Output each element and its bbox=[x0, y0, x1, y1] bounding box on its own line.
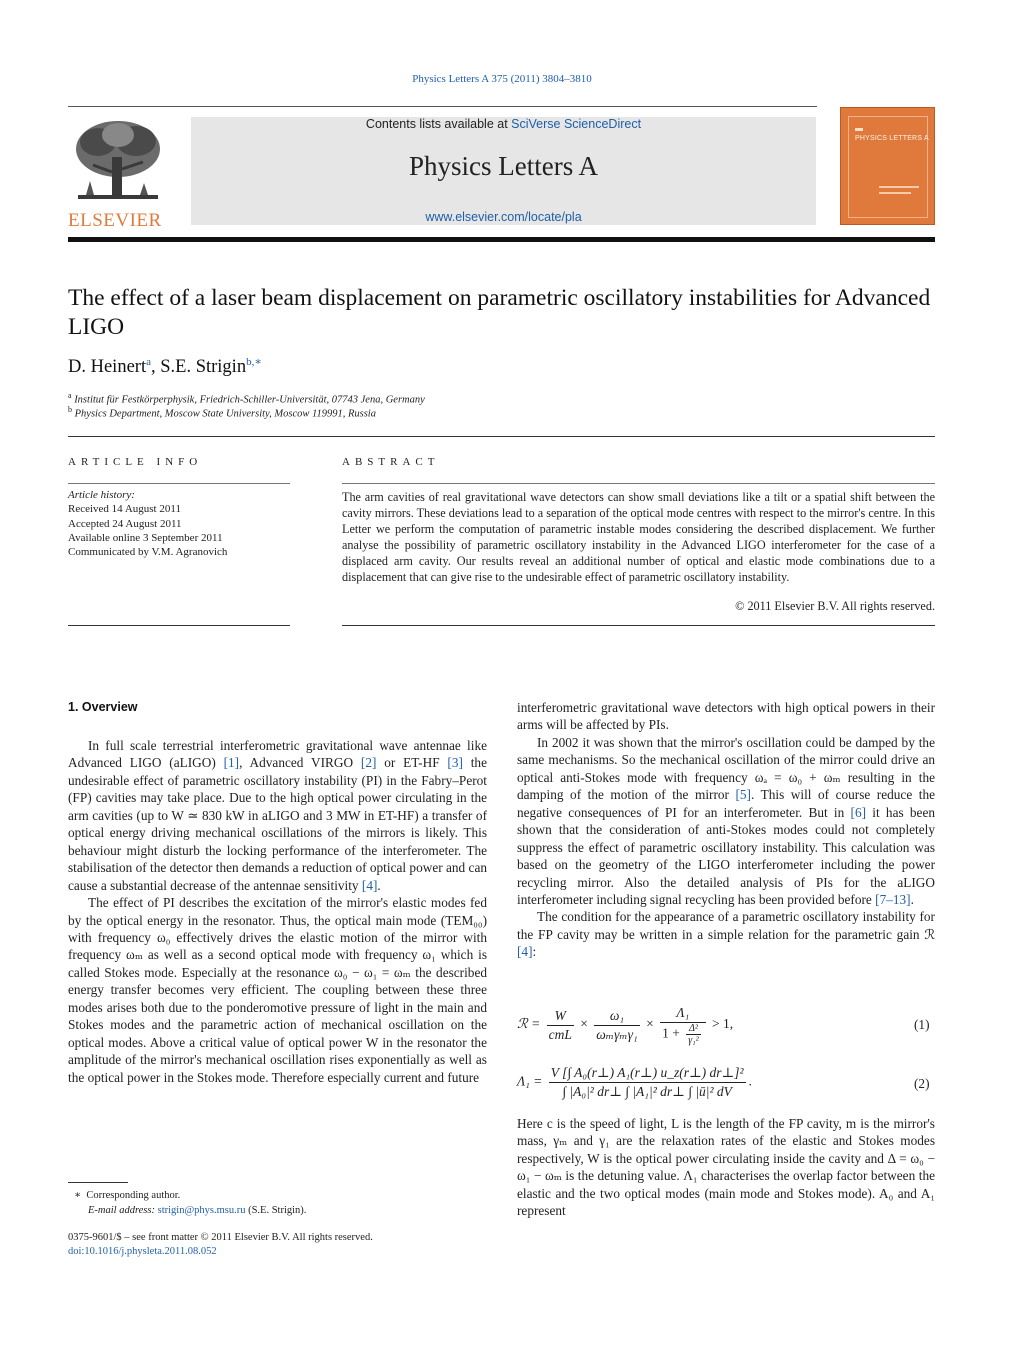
eq-term: > 1, bbox=[712, 1016, 734, 1032]
author-list bbox=[68, 355, 262, 378]
section-heading: 1. Overview bbox=[68, 700, 138, 714]
journal-title: Physics Letters A bbox=[409, 151, 598, 181]
affiliation-marker[interactable]: a bbox=[146, 356, 151, 368]
eq-denominator: ωₘγₘγ₁ bbox=[596, 1026, 638, 1042]
reference-link[interactable]: [3] bbox=[447, 755, 463, 771]
text-run: . This will of course reduce the negative consequences of PI for an interferometer. But in bbox=[517, 787, 935, 820]
communicated-by: Communicated by V.M. Agranovich bbox=[68, 546, 228, 559]
equation-1 bbox=[517, 1004, 733, 1046]
paragraph bbox=[68, 737, 487, 894]
affiliation-label: b bbox=[68, 405, 72, 414]
text-run: . bbox=[910, 891, 914, 907]
corresponding-author-note bbox=[74, 1189, 180, 1201]
author-separator: , bbox=[150, 357, 161, 378]
equation-number: (1) bbox=[914, 1017, 930, 1032]
journal-citation[interactable]: Physics Letters A 375 (2011) 3804–3810 bbox=[412, 73, 592, 85]
equation-2 bbox=[517, 1064, 752, 1101]
eq-term: 1 + bbox=[662, 1025, 680, 1041]
abstract-copyright: © 2011 Elsevier B.V. All rights reserved. bbox=[735, 599, 935, 613]
eq-denominator: cmL bbox=[548, 1026, 572, 1042]
eq-operator: × bbox=[646, 1016, 654, 1032]
affiliation-text: Institut für Festkörperphysik, Friedrich-Schiller-Universität, 07743 Jena, Germany bbox=[74, 394, 425, 406]
eq-denominator bbox=[660, 1023, 706, 1046]
eq-term: ℛ = bbox=[517, 1016, 541, 1032]
online-date: Available online 3 September 2011 bbox=[68, 531, 223, 544]
article-info-heading: ARTICLE INFO bbox=[68, 456, 203, 468]
cover-title: PHYSICS LETTERS A bbox=[855, 135, 929, 142]
history-label: Article history: bbox=[68, 489, 135, 501]
elsevier-logo[interactable] bbox=[68, 117, 168, 231]
reference-link[interactable]: [1] bbox=[223, 755, 240, 771]
text-run: , Advanced VIRGO bbox=[239, 755, 361, 771]
divider bbox=[68, 625, 290, 626]
eq-numerator: W bbox=[547, 1007, 574, 1026]
issn-line: 0375-9601/$ – see front matter © 2011 Elsevier B.V. All rights reserved. bbox=[68, 1232, 373, 1243]
eq-numerator: ω₁ bbox=[594, 1007, 639, 1026]
cover-mark bbox=[855, 128, 863, 131]
elsevier-wordmark: ELSEVIER bbox=[68, 210, 162, 231]
eq-denominator: γ₁² bbox=[688, 1035, 699, 1046]
text-run: . bbox=[377, 877, 381, 893]
eq-fraction bbox=[547, 1007, 574, 1044]
eq-fraction bbox=[686, 1023, 700, 1046]
affiliation-label: a bbox=[68, 391, 72, 400]
eq-term: . bbox=[748, 1073, 752, 1089]
text-run: In full scale terrestrial interferometric gravitational wave antennae like Advanced LIGO (aLIGO) bbox=[68, 738, 487, 771]
reference-link[interactable]: [2] bbox=[360, 755, 377, 771]
header-thick-rule bbox=[68, 237, 935, 242]
affiliation-marker[interactable]: b,∗ bbox=[246, 356, 262, 368]
email-link[interactable]: strigin@phys.msu.ru bbox=[157, 1205, 246, 1216]
reference-link[interactable]: [7–13] bbox=[875, 891, 911, 907]
paragraph bbox=[517, 734, 935, 909]
eq-fraction bbox=[660, 1004, 706, 1046]
text-run: The condition for the appearance of a parametric oscillatory instability for the FP cavity may be written in a simple relation for the parametric gain ℛ bbox=[517, 909, 935, 942]
text-run: it has been shown that the consideration of anti-Stokes modes could not completely suppress the effect of parametric oscillatory instability. This calculation was based on the geometry of the LIGO interferometer including the power recycling mirror. Also the detailed analysis of PIs for the aLIGO interferometer including signal recycling has been provided before bbox=[517, 804, 936, 907]
doi-link[interactable]: doi:10.1016/j.physleta.2011.08.052 bbox=[68, 1246, 217, 1257]
sciencedirect-link[interactable]: SciVerse ScienceDirect bbox=[511, 117, 642, 131]
eq-fraction bbox=[594, 1007, 639, 1044]
right-column-continued bbox=[517, 1115, 935, 1220]
author-name[interactable]: S.E. Strigin bbox=[160, 357, 247, 378]
journal-cover-thumbnail[interactable] bbox=[840, 107, 935, 225]
text-run: In 2002 it was shown that the mirror's oscillation could be damped by the same mechanisms. So the mechanical oscillation of the mirror could drive an optical anti-Stokes mode with frequency ωₐ = ω₀ + ωₘ resulting in the damping of the motion of the mirror bbox=[517, 734, 935, 803]
equation-number: (2) bbox=[914, 1076, 930, 1091]
accepted-date: Accepted 24 August 2011 bbox=[68, 517, 182, 530]
reference-link[interactable]: [4] bbox=[517, 944, 533, 960]
reference-link[interactable]: [5] bbox=[735, 787, 751, 803]
paragraph: interferometric gravitational wave detectors with high optical powers in their arms will be affected by PIs. bbox=[517, 700, 935, 733]
header-top-rule bbox=[68, 106, 817, 107]
eq-numerator: Δ² bbox=[686, 1023, 700, 1035]
eq-fraction bbox=[549, 1064, 746, 1101]
text-run: the undesirable effect of parametric oscillatory instability (PI) in the Fabry–Perot (FP) cavities may take place. Due to the high optical power circulating in the arm cavities (up to W ≃ 830 kW in aLIGO and 3 MW in ET-HF) a transfer of optical energy driving mechanical oscillations of the mirrors is likely. This behaviour might disturb the locking performance of the interferometer. The stabilisation of the detector then demands a reduction of optical power and can cause a substantial decrease of the antennae sensitivity bbox=[68, 755, 487, 893]
reference-link[interactable]: [4] bbox=[361, 877, 378, 893]
article-history bbox=[68, 488, 227, 559]
footnote-text: Corresponding author. bbox=[86, 1190, 181, 1201]
elsevier-tree-icon bbox=[68, 117, 168, 207]
journal-homepage-link[interactable]: www.elsevier.com/locate/pla bbox=[425, 210, 582, 224]
email-owner: (S.E. Strigin). bbox=[245, 1205, 307, 1216]
email-label: E-mail address: bbox=[88, 1205, 158, 1216]
text-run: or ET-HF bbox=[376, 755, 448, 771]
left-column bbox=[68, 737, 487, 1086]
eq-denominator: ∫ |A₀|² dr⊥ ∫ |A₁|² dr⊥ ∫ |ū|² dV bbox=[562, 1084, 732, 1099]
contents-line bbox=[191, 117, 816, 131]
paragraph bbox=[517, 908, 935, 960]
author-name[interactable]: D. Heinert bbox=[68, 357, 147, 378]
affiliation-b bbox=[68, 405, 376, 420]
affiliation-a bbox=[68, 391, 425, 406]
divider bbox=[68, 483, 290, 484]
received-date: Received 14 August 2011 bbox=[68, 503, 181, 516]
eq-numerator: V [∫ A₀(r⊥) A₁(r⊥) u_z(r⊥) dr⊥]² bbox=[549, 1064, 746, 1083]
abstract-text: The arm cavities of real gravitational wave detectors can show small deviations like a tilt or a spatial shift between the cavity mirrors. These deviations lead to a separation of the optical mode centres with respect to the mirror's centre. In this Letter we perform the computation of parametric instable modes considering the described displacement. We further analyse the possibility of parametric oscillatory instability in the Advanced LIGO interferometer for the case of a displaced arm cavity. Our results reveal an additional number of optical and elastic mode combinations due to a displacement that can give rise to the undesirable effect of parametric oscillatory instability. bbox=[342, 490, 935, 585]
eq-operator: × bbox=[580, 1016, 588, 1032]
footnote-marker: ∗ bbox=[74, 1190, 82, 1201]
eq-term: Λ₁ = bbox=[517, 1073, 543, 1089]
divider bbox=[68, 436, 935, 437]
paragraph: The effect of PI describes the excitation of the mirror's elastic modes fed by the optical energy in the resonator. Thus, the optical main mode (TEM₀₀) with frequency ω₀ effectively drives the elastic motion of the mirror with frequency ωₘ as well as a second optical mode with frequency ω₁ which is called Stokes mode. Especially at the resonance ω₀ − ω₁ = ωₘ the described energy transfer becomes very efficient. The coupling between these three modes arises both due to the ponderomotive pressure of light in the main and Stokes modes and the parametric action of mechanical oscillation on the optical modes. Above a critical value of optical power W in the resonator the amplitude of the mirror's mechanical oscillation rises exponentially as well as the optical power in the Stokes mode. Therefore especially current and future bbox=[68, 895, 487, 1085]
email-note bbox=[88, 1205, 306, 1216]
cover-line bbox=[879, 192, 911, 194]
cover-line bbox=[879, 186, 919, 188]
contents-prefix: Contents lists available at bbox=[365, 117, 512, 131]
divider bbox=[342, 625, 935, 626]
eq-numerator: Λ₁ bbox=[660, 1004, 706, 1023]
text-run: : bbox=[532, 944, 537, 960]
reference-link[interactable]: [6] bbox=[850, 804, 867, 820]
right-column bbox=[517, 699, 935, 961]
cover-frame bbox=[848, 116, 928, 218]
article-title: The effect of a laser beam displacement on parametric oscillatory instabilities for Advanced LIGO bbox=[68, 285, 931, 340]
abstract-heading: ABSTRACT bbox=[342, 456, 440, 468]
divider bbox=[342, 483, 935, 484]
footnote-rule bbox=[68, 1182, 128, 1183]
affiliation-text: Physics Department, Moscow State University, Moscow 119991, Russia bbox=[74, 408, 376, 420]
paragraph: Here c is the speed of light, L is the length of the FP cavity, m is the mirror's mass, γₘ and γ₁ are the relaxation rates of the elastic and Stokes modes respectively, W is the optical power circulating inside the cavity and Δ = ω₀ − ω₁ − ωₘ is the detuning value. Λ₁ characterises the overlap factor between the elastic and the two optical modes (main mode and Stokes mode). A₀ and A₁ represent bbox=[517, 1116, 935, 1219]
